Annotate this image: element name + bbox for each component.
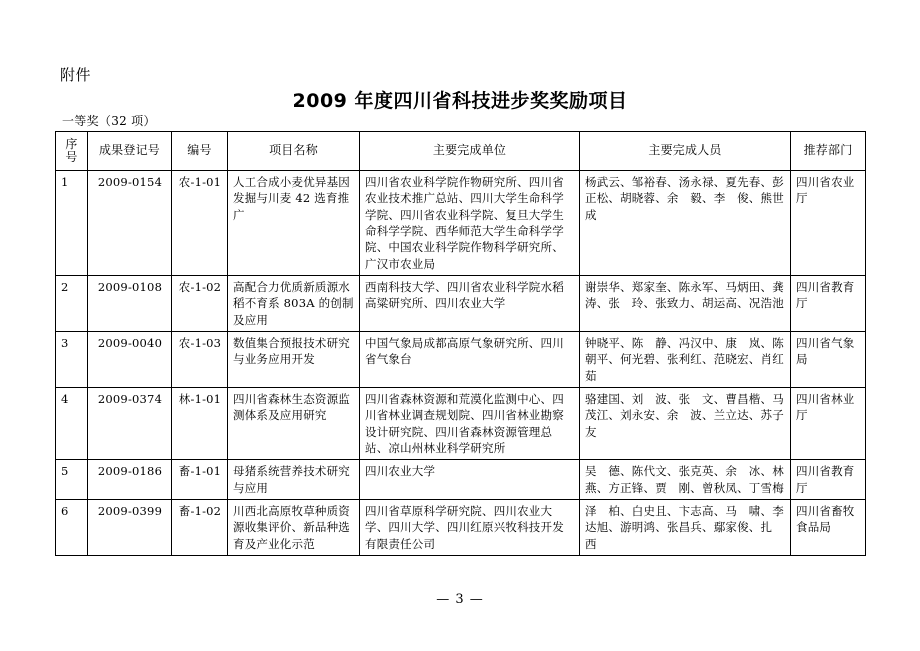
table-row [56,499,866,555]
cell-registration-no: 2009-0399 [88,499,172,555]
cell-project-name: 高配合力优质新质源水稻不育系 803A 的创制及应用 [228,275,360,331]
cell-recommending-dept: 四川省气象局 [791,331,866,387]
table-row [56,460,866,500]
column-header-recommending-dept: 推荐部门 [791,132,866,171]
cell-main-units: 西南科技大学、四川省农业科学院水稻高粱研究所、四川农业大学 [360,275,580,331]
table-row [56,331,866,387]
cell-main-people: 泽 柏、白史且、卞志高、马 啸、李达旭、游明鸿、张昌兵、鄢家俊、扎 西 [580,499,791,555]
cell-registration-no: 2009-0154 [88,171,172,276]
table-row [56,171,866,276]
cell-project-name: 数值集合预报技术研究与业务应用开发 [228,331,360,387]
cell-recommending-dept: 四川省农业厅 [791,171,866,276]
column-header-project-name: 项目名称 [228,132,360,171]
cell-code: 畜-1-02 [172,499,228,555]
cell-sequence: 4 [56,387,88,459]
column-header-main-units: 主要完成单位 [360,132,580,171]
cell-recommending-dept: 四川省畜牧食品局 [791,499,866,555]
cell-sequence: 2 [56,275,88,331]
column-header-sequence-line2: 号 [65,150,78,164]
cell-project-name: 母猪系统营养技术研究与应用 [228,460,360,500]
attachment-label: 附件 [60,66,92,84]
cell-code: 林-1-01 [172,387,228,459]
cell-code: 畜-1-01 [172,460,228,500]
cell-code: 农-1-01 [172,171,228,276]
table-header-row [56,132,866,171]
cell-recommending-dept: 四川省教育厅 [791,460,866,500]
cell-registration-no: 2009-0374 [88,387,172,459]
cell-registration-no: 2009-0040 [88,331,172,387]
cell-code: 农-1-03 [172,331,228,387]
page-number: — 3 — [436,592,484,607]
cell-main-units: 四川农业大学 [360,460,580,500]
cell-main-people: 骆建国、刘 波、张 文、曹昌楷、马茂江、刘永安、余 波、兰立达、苏子友 [580,387,791,459]
cell-main-people: 钟晓平、陈 静、冯汉中、康 岚、陈朝平、何光碧、张利红、范晓宏、肖红茹 [580,331,791,387]
cell-sequence: 5 [56,460,88,500]
cell-project-name: 人工合成小麦优异基因发掘与川麦 42 选育推广 [228,171,360,276]
cell-registration-no: 2009-0186 [88,460,172,500]
page-title: 2009 年度四川省科技进步奖奖励项目 [292,90,628,112]
column-header-main-people: 主要完成人员 [580,132,791,171]
column-header-registration-no: 成果登记号 [88,132,172,171]
column-header-sequence [56,132,88,171]
column-header-code: 编号 [172,132,228,171]
cell-sequence: 6 [56,499,88,555]
cell-main-units: 四川省草原科学研究院、四川农业大学、四川大学、四川红原兴牧科技开发有限责任公司 [360,499,580,555]
column-header-sequence-line1: 序 [65,136,78,151]
cell-registration-no: 2009-0108 [88,275,172,331]
cell-project-name: 川西北高原牧草种质资源收集评价、新品种选育及产业化示范 [228,499,360,555]
cell-sequence: 1 [56,171,88,276]
cell-recommending-dept: 四川省教育厅 [791,275,866,331]
cell-main-units: 四川省森林资源和荒漠化监测中心、四川省林业调查规划院、四川省林业勘察设计研究院、四川省森林资源管理总站、凉山州林业科学研究所 [360,387,580,459]
cell-main-people: 吴 德、陈代文、张克英、余 冰、林 燕、方正锋、贾 刚、曾秋凤、丁雪梅 [580,460,791,500]
cell-main-people: 谢崇华、郑家奎、陈永军、马炳田、龚 涛、张 玲、张致力、胡运高、况浩池 [580,275,791,331]
cell-main-people: 杨武云、邹裕春、汤永禄、夏先春、彭正松、胡晓蓉、余 毅、李 俊、熊世成 [580,171,791,276]
award-category-subtitle: 一等奖（32 项） [62,114,156,128]
table-row [56,387,866,459]
cell-project-name: 四川省森林生态资源监测体系及应用研究 [228,387,360,459]
cell-main-units: 中国气象局成都高原气象研究所、四川省气象台 [360,331,580,387]
cell-sequence: 3 [56,331,88,387]
award-projects-table [55,131,866,556]
cell-recommending-dept: 四川省林业厅 [791,387,866,459]
cell-code: 农-1-02 [172,275,228,331]
table-row [56,275,866,331]
cell-main-units: 四川省农业科学院作物研究所、四川省农业技术推广总站、四川大学生命科学学院、四川省农业科学院、复旦大学生命科学学院、西华师范大学生命科学学院、中国农业科学院作物科学研究所、广汉市农业局 [360,171,580,276]
